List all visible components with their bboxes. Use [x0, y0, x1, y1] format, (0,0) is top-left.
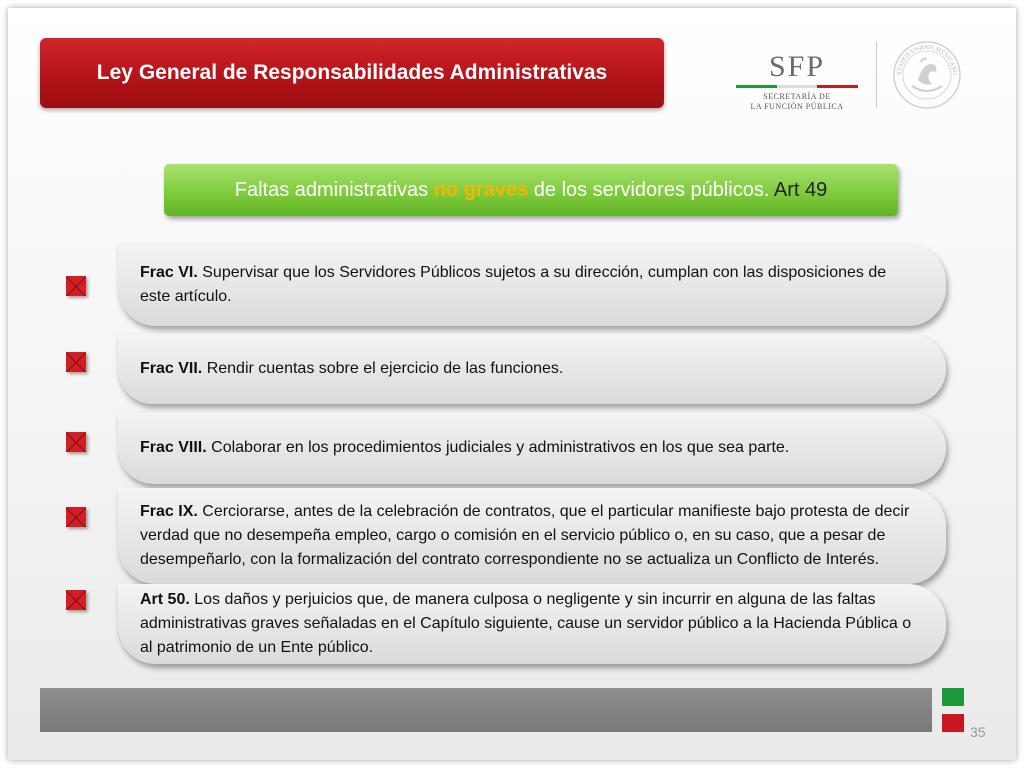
subtitle-text: Faltas administrativas no graves de los servidores públicos. Art 49 [234, 178, 828, 201]
list-item [118, 244, 946, 326]
red-square-icon [942, 714, 964, 732]
sfp-logo-name: SFP [768, 50, 826, 83]
bullet-icon [66, 432, 86, 452]
green-square-icon [942, 688, 964, 706]
page-number: 35 [970, 724, 986, 740]
subtitle-highlight: no graves [433, 178, 529, 201]
list-item-text: Frac IX. Cerciorarse, antes de la celebración de contratos, que el particular manifieste bajo protesta de decir verdad que no desempeña empleo, cargo o comisión en el servicio público o, en su caso, que a pesar de desempeñarlo, con la formalización del contrato correspondiente no se actualiza un Conflicto de Interés. [140, 503, 910, 568]
subtitle-bar [164, 164, 898, 216]
sfp-logo-line1: SECRETARÍA DE [763, 92, 831, 101]
list-item-text: Frac VI. Supervisar que los Servidores Públicos sujetos a su dirección, cumplan con las disposiciones de este artículo. [140, 264, 887, 305]
list-item-text: Frac VIII. Colaborar en los procedimientos judiciales y administrativos en los que sea parte. [140, 439, 790, 456]
sfp-logo [732, 52, 862, 110]
bullet-icon [66, 507, 86, 527]
list-item-text: Art 50. Los daños y perjuicios que, de manera culposa o negligente y sin incurrir en alguna de las faltas administrativas graves señaladas en el Capítulo siguiente, cause un servidor público a la Hacienda Pública o al patrimonio de un Ente público. [140, 591, 912, 656]
logo-divider [876, 42, 877, 108]
bullet-icon [66, 352, 86, 372]
list-item [118, 334, 946, 404]
list-item [118, 412, 946, 484]
title-banner [40, 38, 664, 108]
seal-icon [892, 40, 962, 110]
bullet-icon [66, 590, 86, 610]
list-item-text: Frac VII. Rendir cuentas sobre el ejercicio de las funciones. [140, 360, 564, 377]
slide-title: Ley General de Responsabilidades Administrativas [96, 61, 608, 84]
seal-text: STADOS UNIDOS MEXICANO [896, 44, 958, 76]
subtitle-article: Art 49 [773, 178, 828, 201]
list-item [118, 584, 946, 664]
tricolor-line [736, 85, 858, 88]
list-item [118, 488, 946, 584]
sfp-logo-line2: LA FUNCIÓN PÚBLICA [750, 102, 844, 111]
footer-bar [40, 688, 932, 732]
bullet-icon [66, 276, 86, 296]
